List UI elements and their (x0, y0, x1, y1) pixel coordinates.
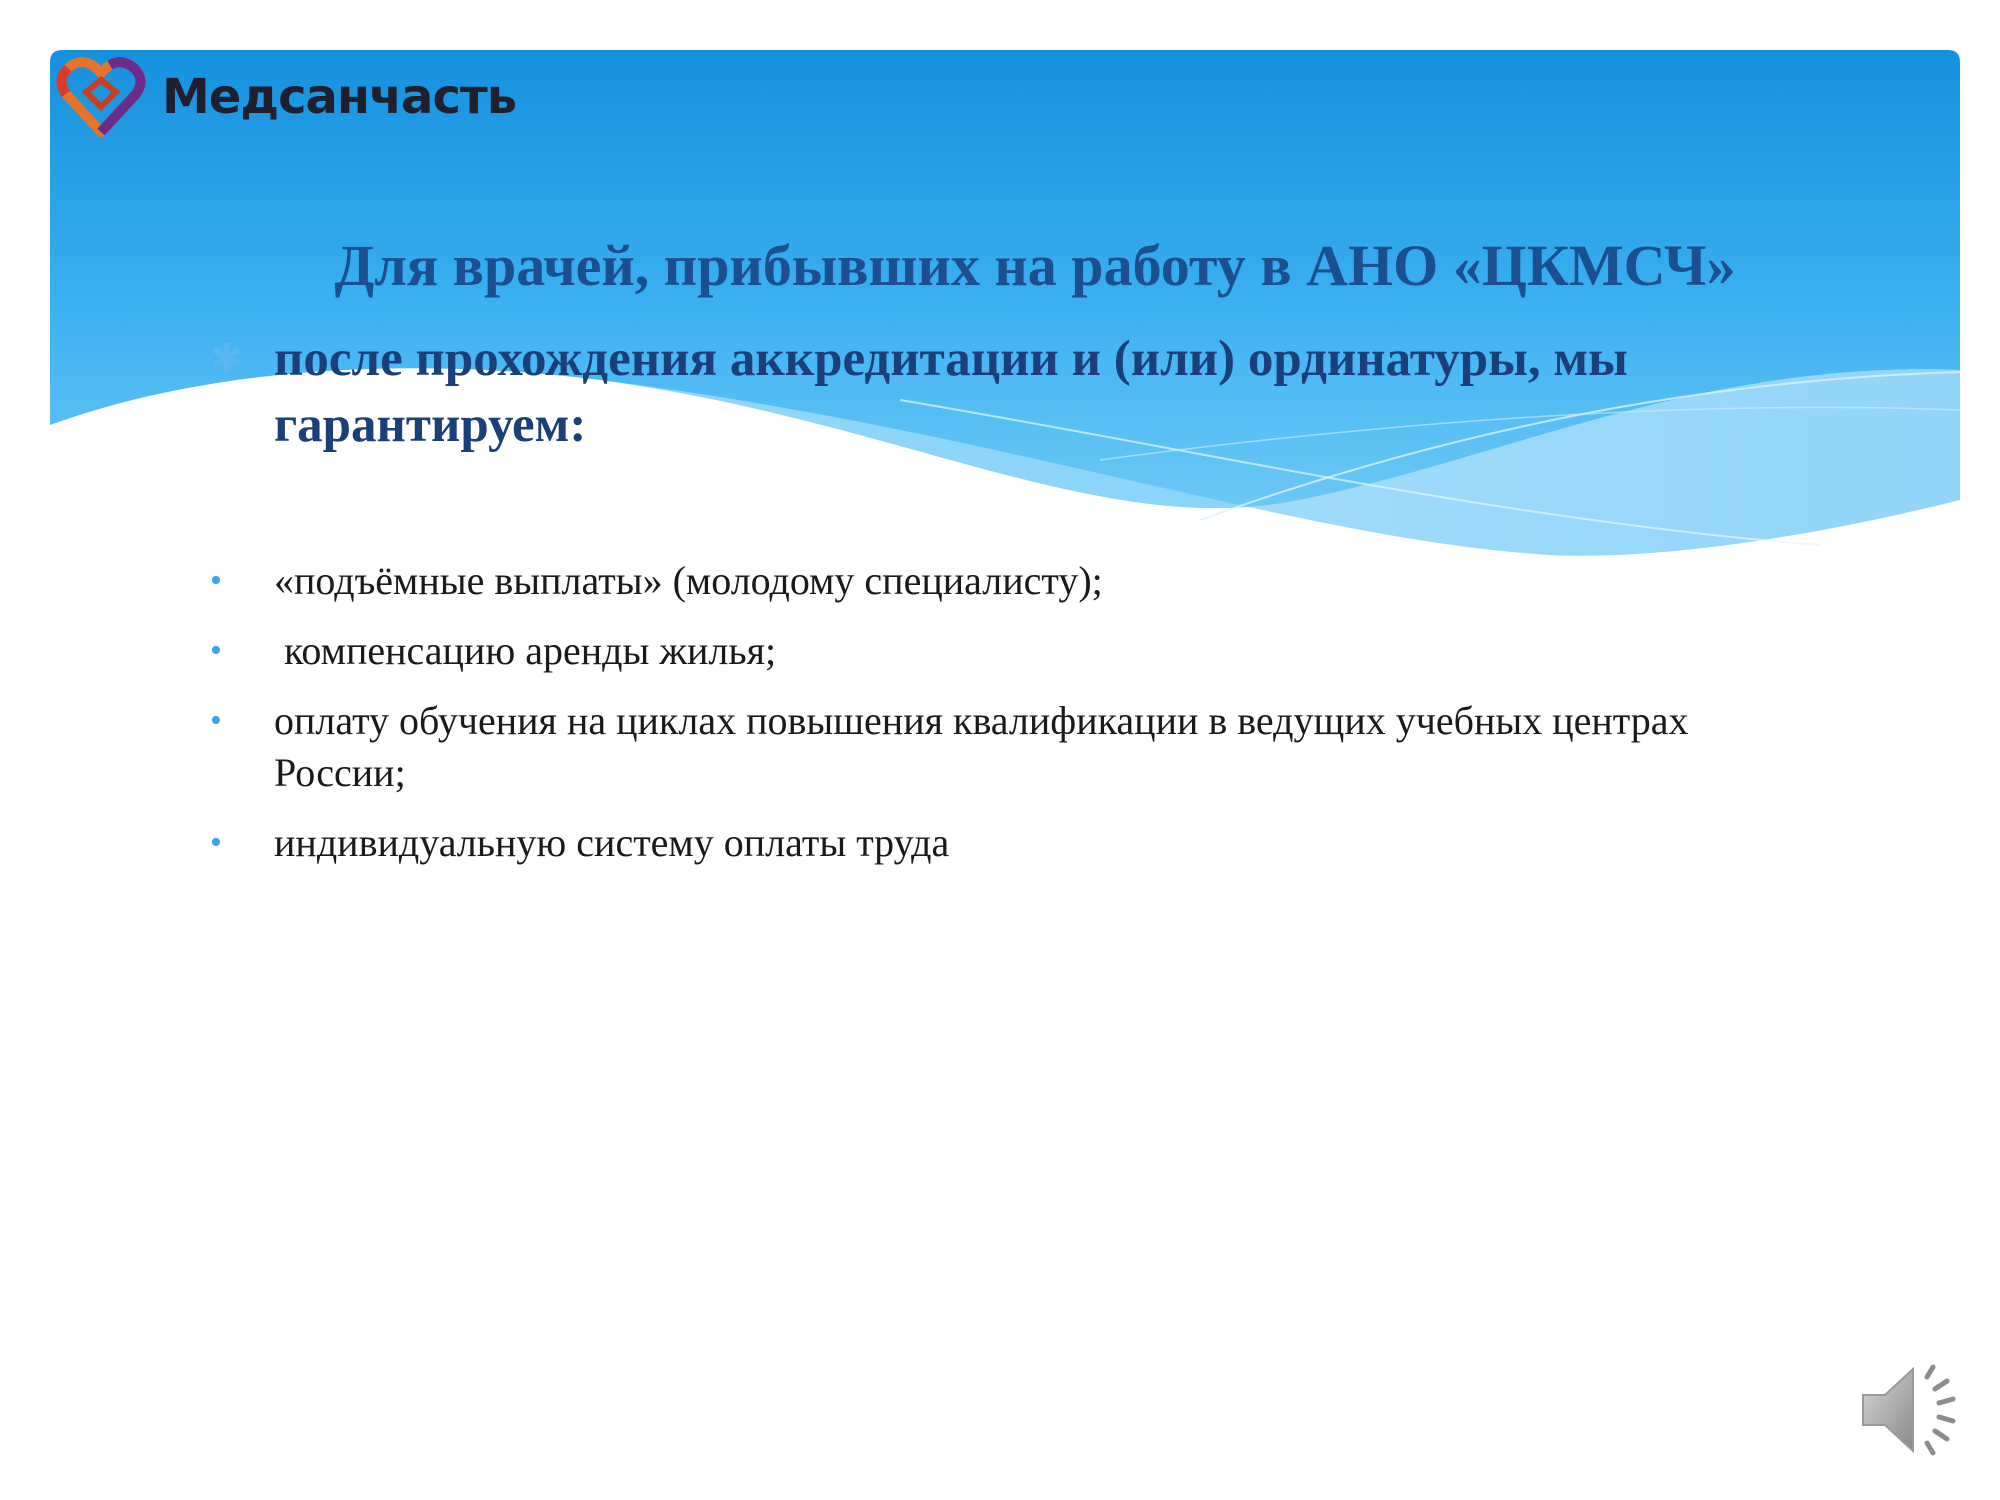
bullet-dot-icon: • (210, 562, 222, 599)
list-item-text: «подъёмные выплаты» (молодому специалисту); (274, 558, 1103, 603)
slide-title: Для врачей, прибывших на работу в АНО «ЦКМСЧ» (334, 233, 1736, 298)
list-item (210, 695, 1770, 799)
speaker-icon[interactable] (1855, 1355, 1965, 1465)
bullet-dot-icon: • (210, 632, 222, 669)
list-item-text: компенсацию аренды жилья; (274, 628, 777, 673)
subtitle-row (210, 326, 1770, 458)
logo (56, 52, 516, 142)
list-item-text: оплату обучения на циклах повышения квалификации в ведущих учебных центрах России; (274, 698, 1699, 795)
list-item (210, 555, 1770, 607)
slide-subtitle: после прохождения аккредитации и (или) ординатуры, мы гарантируем: (274, 331, 1628, 453)
bullet-dot-icon: • (210, 824, 222, 861)
asterisk-bullet-icon: ✱ (210, 336, 244, 381)
bullet-dot-icon: • (210, 702, 222, 739)
logo-text: Медсанчасть (162, 69, 517, 125)
list-item (210, 625, 1770, 677)
list-item-text: индивидуальную систему оплаты труда (274, 820, 950, 865)
benefits-list (210, 555, 1770, 887)
list-item (210, 817, 1770, 869)
medsanchast-logo-icon (56, 52, 146, 142)
